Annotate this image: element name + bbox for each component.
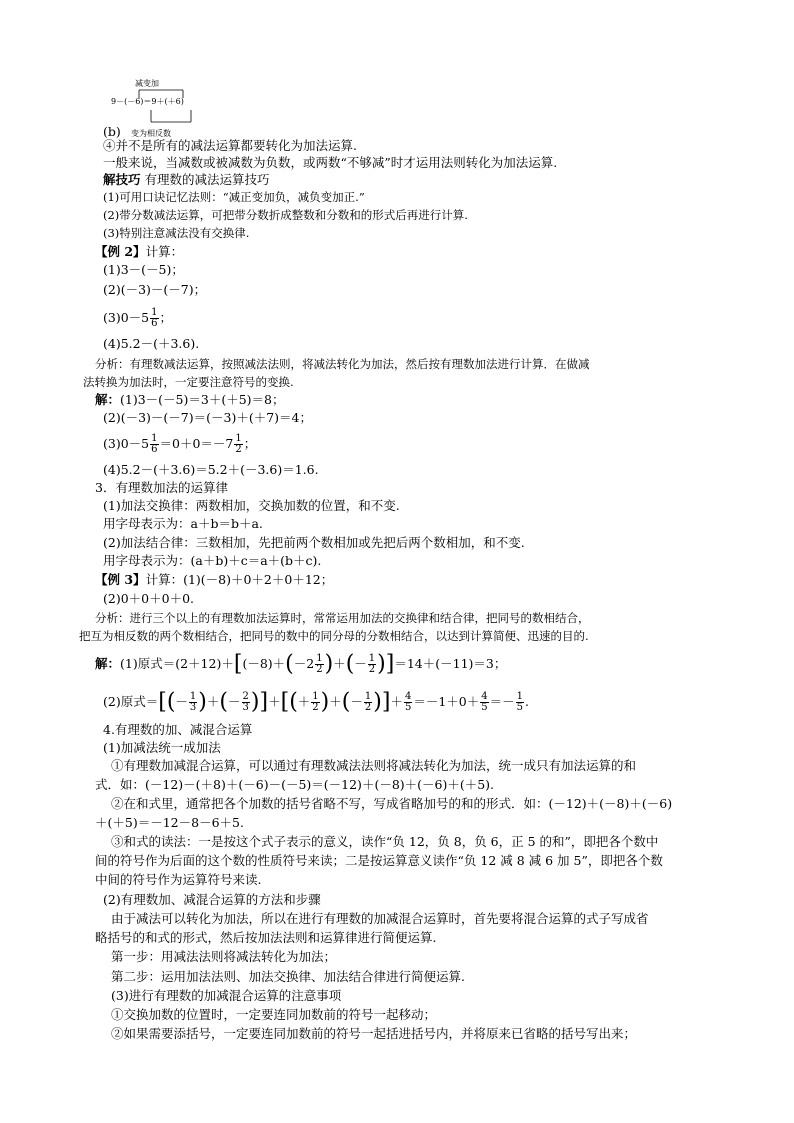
line-41: 第一步：用减法法则将减法转化为加法； [111, 949, 337, 964]
solution-text: (1)3－(－5)＝3＋(＋5)＝8； [120, 392, 285, 407]
line-3 [103, 172, 270, 188]
line-6: (3)特别注意减法没有交换律. [103, 226, 250, 240]
line-43: (3)进行有理数的加减混合运算的注意事项 [111, 988, 342, 1003]
paren: ( [285, 651, 294, 677]
figure-top-label: 减变加 [135, 79, 159, 88]
fraction [234, 434, 242, 455]
line-7 [95, 244, 183, 260]
fraction [150, 308, 158, 329]
line-30: (1)加减法统一成加法 [103, 740, 221, 755]
expr-part: ＋ [329, 694, 342, 709]
numerator: 1 [151, 307, 158, 318]
expr-part: ＋ [333, 656, 346, 671]
expr-part: ＋ [206, 694, 220, 709]
bracket: ] [259, 689, 269, 715]
denominator: 2 [316, 664, 323, 675]
paren: ( [345, 651, 355, 677]
denominator: 3 [189, 702, 197, 713]
expr-part: (－8)＋ [242, 656, 286, 671]
expr-part: ＝14＋(－11)＝3； [394, 656, 507, 671]
numerator: 4 [404, 691, 412, 702]
expr-part: ＋ [390, 694, 403, 709]
paren: ( [341, 689, 351, 715]
expr-part: . [525, 694, 529, 709]
denominator: 5 [516, 702, 524, 713]
subtraction-figure [111, 78, 221, 140]
numerator: 1 [189, 691, 197, 702]
line-38: (2)有理数加、减混合运算的方法和步骤 [103, 892, 321, 907]
line-40: 略括号的和式的形式，然后按加法法则和运算律进行简便运算. [95, 930, 437, 945]
line-20: 用字母表示为：a＋b＝b＋a. [103, 516, 263, 531]
paren: ) [377, 651, 386, 677]
expr-part: － [228, 694, 241, 709]
fraction [516, 692, 524, 713]
paren: ) [373, 689, 382, 715]
line-32: 式．如：(－12)－(＋8)＋(－6)－(－5)＝(－12)＋(－8)＋(－6)＋(＋5). [95, 777, 495, 792]
paren: ) [320, 689, 330, 715]
line-28 [103, 690, 529, 715]
line-45: ②如果需要添括号，一定要连同加数前的符号一起括进括号内，并将原来已省略的括号写出来； [111, 1026, 637, 1041]
fraction [368, 654, 376, 675]
paren: ) [324, 651, 334, 677]
line-14 [95, 392, 285, 408]
paren: ) [250, 689, 260, 715]
expr-part: ； [243, 436, 257, 451]
line-24: (2)0＋0＋0＋0. [103, 591, 194, 606]
example-text: 计算： [145, 244, 184, 259]
fraction [311, 692, 319, 713]
expr-part: (1)原式＝(2＋12)＋ [120, 656, 234, 671]
bracket: [ [280, 689, 290, 715]
line-34: ＋(＋5)＝－12－8－6＋5. [95, 815, 244, 830]
fraction [189, 692, 197, 713]
numerator: 1 [364, 691, 372, 702]
line-9: (2)(－3)－(－7)； [103, 282, 207, 297]
fraction [480, 692, 488, 713]
line-8: (1)3－(－5)； [103, 262, 184, 277]
figure-bottom-label: 变为相反数 [131, 129, 171, 138]
fraction [315, 654, 323, 675]
figure-equation: 9－(－6)＝9＋(＋6) [111, 97, 184, 106]
line-5: (2)带分数减法运算，可把带分数折成整数和分数和的形式后再进行计算. [103, 208, 468, 222]
denominator: 5 [404, 702, 412, 713]
numerator: 1 [151, 433, 158, 444]
expr-part: ＝－ [489, 694, 515, 709]
line-18: 3．有理数加法的运算律 [95, 480, 228, 495]
denominator: 5 [481, 702, 488, 713]
expr-part: ； [159, 310, 173, 325]
numerator: 1 [516, 691, 524, 702]
denominator: 2 [312, 702, 319, 713]
example-label: 【例 3】 [95, 572, 146, 587]
line-31: ①有理数加减混合运算，可以通过有理数减法法则将减法转化为加法，统一成只有加法运算的和 [111, 758, 637, 773]
fraction [150, 434, 158, 455]
numerator: 1 [312, 691, 319, 702]
expr-part: － [350, 694, 363, 709]
fraction [242, 692, 250, 713]
line-42: 第二步：运用加法法则、加法交换律、加法结合律进行简便运算. [111, 969, 465, 984]
line-23 [95, 572, 333, 588]
denominator: 6 [151, 318, 158, 329]
line-11: (4)5.2－(＋3.6). [103, 336, 200, 351]
line-19: (1)加法交换律：两数相加，交换加数的位置，和不变. [103, 498, 400, 513]
denominator: 6 [151, 444, 158, 455]
line-2: 一般来说，当减数或被减数为负数，或两数“不够减”时才运用法则转化为加法运算. [103, 155, 558, 170]
example-label: 【例 2】 [95, 244, 146, 259]
expr-part: ＋ [297, 694, 311, 709]
paren: ( [219, 689, 228, 715]
line-13: 法转换为加法时，一定要注意符号的变换. [83, 375, 294, 389]
solution-label: 解： [95, 656, 121, 671]
line-10 [103, 308, 172, 329]
bracket: ] [385, 651, 395, 677]
numerator: 1 [368, 653, 376, 664]
line-12: 分析：有理数减法运算，按照减法法则，将减法转化为加法，然后按有理数加法进行计算．在做减 [95, 357, 590, 371]
denominator: 2 [368, 664, 376, 675]
expr-part: －2 [293, 656, 315, 671]
numerator: 1 [316, 653, 323, 664]
line-22: 用字母表示为：(a＋b)＋c＝a＋(b＋c). [103, 553, 322, 568]
line-27 [95, 652, 506, 677]
numerator: 1 [235, 433, 242, 444]
paren: ( [289, 689, 298, 715]
figure-caption: (b) [103, 124, 121, 139]
line-29: 4.有理数的加、减混合运算 [103, 722, 253, 737]
line-44: ①交换加数的位置时，一定要连同加数前的符号一起移动； [111, 1007, 437, 1022]
expr-part: (2)原式＝ [103, 694, 159, 709]
paren: ) [198, 689, 207, 715]
solution-label: 解： [95, 392, 121, 407]
line-39: 由于减法可以转化为加法，所以在进行有理数的加减混合运算时，首先要将混合运算的式子写成省 [111, 911, 649, 926]
expr-part: ＋ [268, 694, 281, 709]
line-26: 把互为相反数的两个数相结合，把同号的数中的同分母的分数相结合，以达到计算简便、迅速的目的. [79, 629, 589, 643]
numerator: 4 [481, 691, 488, 702]
bracket: [ [233, 651, 243, 677]
line-15: (2)(－3)－(－7)＝(－3)＋(＋7)＝4； [103, 410, 312, 425]
section-title: 有理数的减法运算技巧 [144, 172, 270, 187]
expr-part: － [175, 694, 188, 709]
line-21: (2)加法结合律：三数相加，先把前两个数相加或先把后两个数相加，和不变. [103, 535, 525, 550]
line-1: ④并不是所有的减法运算都要转化为加法运算. [103, 138, 357, 153]
line-33: ②在和式里，通常把各个加数的括号省略不写，写成省略加号的和的形式．如：(－12)＋(－8)＋(－6) [111, 796, 673, 811]
line-17: (4)5.2－(＋3.6)＝5.2＋(－3.6)＝1.6. [103, 462, 319, 477]
expr-part: (3)0－5 [103, 436, 150, 451]
denominator: 2 [364, 702, 372, 713]
expr-part: ＝0＋0＝－7 [159, 436, 234, 451]
line-37: 中间的符号作为运算符号来读. [95, 872, 262, 887]
paren: ( [166, 689, 176, 715]
bracket: ] [381, 689, 391, 715]
line-35: ③和式的读法：一是按这个式子表示的意义，读作“负 12，负 8，负 6，正 5 的和”，即把各个数中 [111, 834, 659, 849]
expr-part: (3)0－5 [103, 310, 150, 325]
denominator: 3 [242, 702, 249, 713]
line-36: 间的符号作为后面的这个数的性质符号来读；二是按运算意义读作“负 12 减 8 减 6 加 5”，即把各个数 [95, 853, 663, 868]
expr-part: ＝－1＋0＋ [413, 694, 480, 709]
line-16 [103, 434, 256, 455]
example-text: 计算：(1)(－8)＋0＋2＋0＋12； [145, 572, 334, 587]
denominator: 2 [235, 444, 242, 455]
section-label: 解技巧 [103, 172, 141, 187]
bracket: [ [158, 689, 167, 715]
numerator: 2 [242, 691, 249, 702]
expr-part: － [354, 656, 367, 671]
line-25: 分析：进行三个以上的有理数加法运算时，常常运用加法的交换律和结合律，把同号的数相结合， [95, 611, 590, 625]
fraction [404, 692, 412, 713]
line-4: (1)可用口诀记忆法则：“减正变加负，减负变加正.” [103, 190, 365, 204]
fraction [364, 692, 372, 713]
